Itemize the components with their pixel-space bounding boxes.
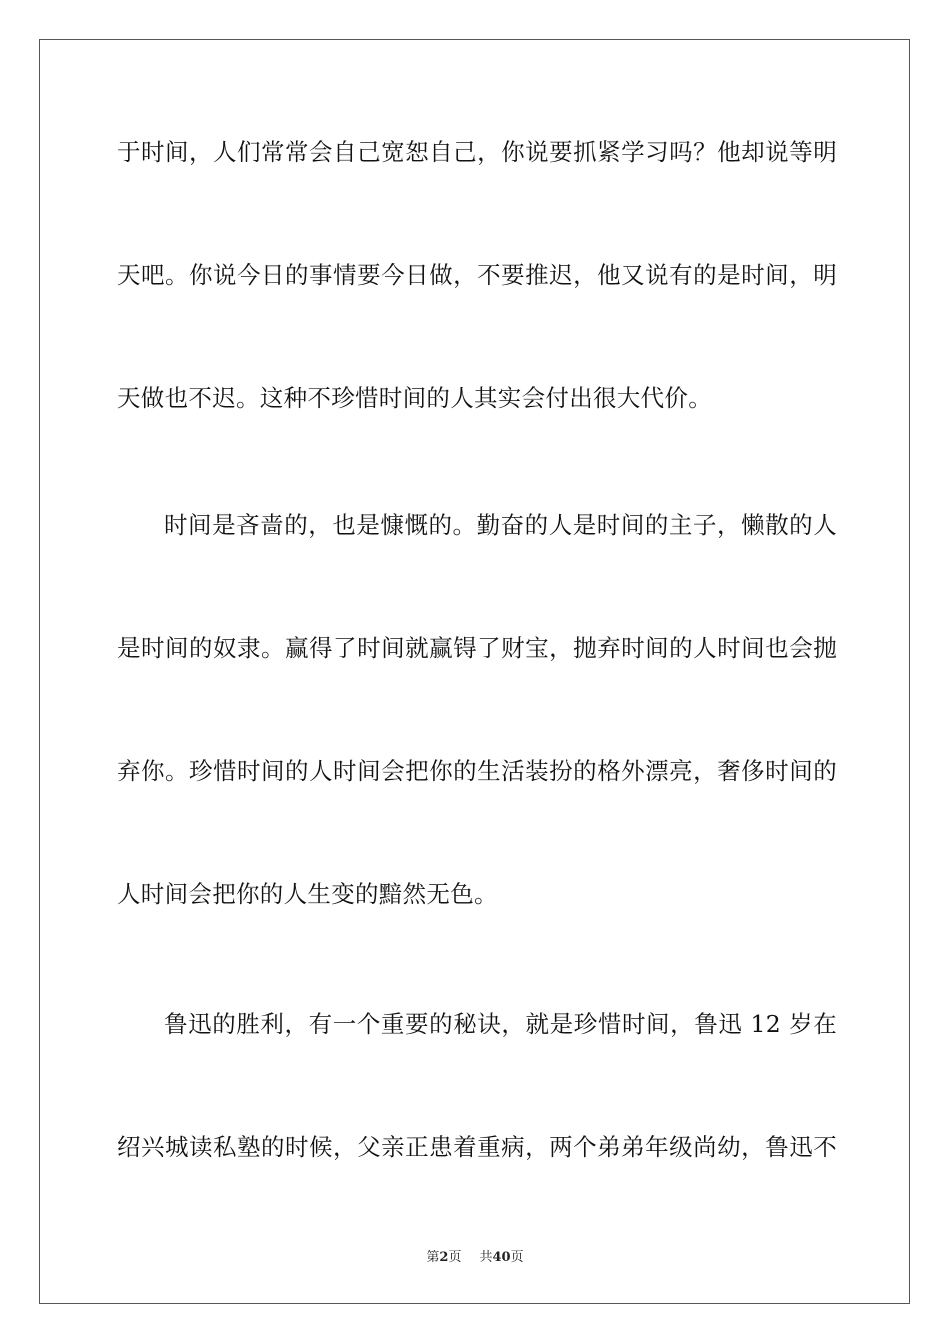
total-page-count: 40 (492, 1250, 511, 1265)
footer-page-suffix: 页 (448, 1250, 462, 1265)
footer-total-suffix: 页 (510, 1250, 524, 1265)
text-line-9: 绍兴城读私塾的时候，父亲正患着重病，两个弟弟年级尚幼，鲁迅不 (117, 1133, 837, 1161)
text-line-2: 天吧。你说今日的事情要今日做，不要推迟，他又说有的是时间，明 (117, 261, 837, 289)
text-line-5: 是时间的奴隶。赢得了时间就赢锝了财宝，抛弃时间的人时间也会抛 (117, 634, 837, 662)
footer-total-prefix: 共 (479, 1250, 493, 1265)
paragraph-3-line-1: 鲁迅的胜利，有一个重要的秘诀，就是珍惜时间，鲁迅 12 岁在 (164, 1010, 837, 1038)
page-frame (39, 39, 910, 1304)
text-line-1: 于时间，人们常常会自己宽恕自己，你说要抓紧学习吗？他却说等明 (117, 138, 837, 166)
text-line-3: 天做也不迟。这种不珍惜时间的人其实会付出很大代价。 (117, 384, 712, 412)
current-page-number: 2 (439, 1250, 449, 1265)
paragraph-2-line-1: 时间是吝啬的，也是慷慨的。勤奋的人是时间的主子，懒散的人 (164, 511, 837, 539)
text-line-7: 人时间会把你的人生变的黯然无色。 (117, 880, 498, 908)
page-footer (0, 1246, 950, 1265)
footer-prefix: 第 (426, 1250, 440, 1265)
text-line-6: 弃你。珍惜时间的人时间会把你的生活装扮的格外漂亮，奢侈时间的 (117, 757, 837, 785)
